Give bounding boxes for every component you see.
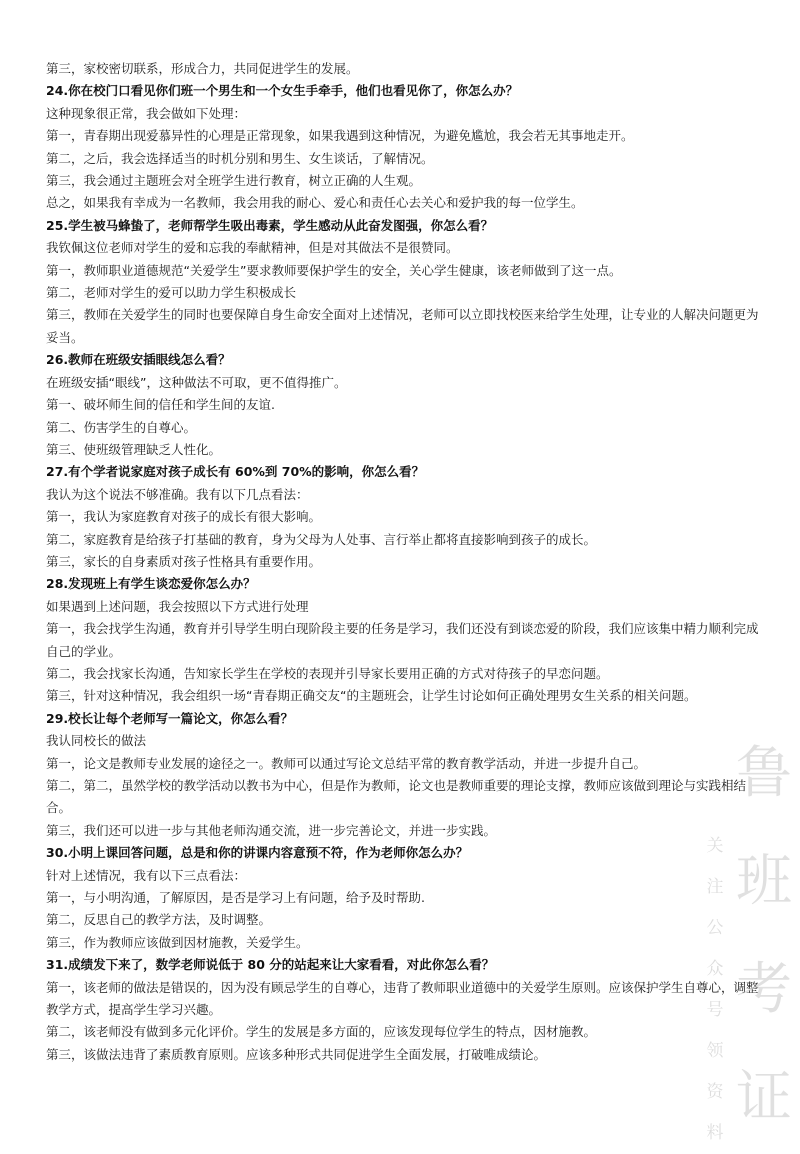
answer-line: 第一、破坏师生间的信任和学生间的友谊. [46, 397, 275, 413]
answer-line: 第一，青春期出现爱慕异性的心理是正常现象，如果我遇到这种情况，为避免尴尬，我会若无其事地走开。 [46, 128, 634, 144]
watermark-char: 资 [706, 1082, 724, 1102]
watermark-char: 考 [736, 957, 792, 1022]
answer-line: 针对上述情况，我有以下三点看法： [46, 867, 247, 883]
answer-line: 第二，该老师没有做到多元化评价。学生的发展是多方面的，应该发现每位学生的特点，因材施教。 [46, 1024, 597, 1040]
answer-line: 第三，教师在关爱学生的同时也要保障自身生命安全面对上述情况，老师可以立即找校医来给学生处理，让专业的人解决问题更为妥当。 [46, 307, 759, 345]
answer-line: 第三，家长的自身素质对孩子性格具有重要作用。 [46, 553, 322, 569]
answer-line: 第一，教师职业道德规范“关爱学生”要求教师要保护学生的安全，关心学生健康，该老师做到了这一点。 [46, 262, 622, 278]
answer-line: 第三，针对这种情况，我会组织一场“青春期正确交友“的主题班会，让学生讨论如何正确处理男女生关系的相关问题。 [46, 688, 697, 704]
document-body [46, 58, 764, 1066]
answer-line: 第二，之后，我会选择适当的时机分别和男生、女生谈话，了解情况。 [46, 150, 434, 166]
answer-line: 在班级安插“眼线”，这种做法不可取，更不值得推广。 [46, 374, 347, 390]
answer-line: 第二，反思自己的教学方法，及时调整。 [46, 912, 272, 928]
watermark-char: 领 [706, 1041, 724, 1061]
watermark-char: 鲁 [736, 741, 792, 806]
question-heading: 28.发现班上有学生谈恋爱你怎么办？ [46, 576, 256, 592]
watermark-char: 注 [706, 877, 724, 897]
answer-line: 第一，论文是教师专业发展的途径之一。教师可以通过写论文总结平常的教育教学活动，并进一步提升自己。 [46, 755, 647, 771]
watermark-large [734, 720, 794, 1152]
answer-line: 第三，我们还可以进一步与其他老师沟通交流，进一步完善论文，并进一步实践。 [46, 822, 497, 838]
question-heading: 30.小明上课回答问题，总是和你的讲课内容意预不符，作为老师你怎么办？ [46, 845, 469, 861]
answer-line: 我认同校长的做法 [46, 733, 147, 749]
answer-line: 第二，老师对学生的爱可以助力学生积极成长 [46, 285, 297, 301]
question-heading: 26.教师在班级安插眼线怎么看？ [46, 352, 231, 368]
watermark-char: 众 [706, 959, 724, 979]
question-heading: 29.校长让每个老师写一篇论文，你怎么看？ [46, 710, 294, 726]
question-heading: 31.成绩发下来了，数学老师说低于 80 分的站起来让大家看看，对此你怎么看？ [46, 957, 495, 973]
answer-line: 第三，该做法违背了素质教育原则。应该多种形式共同促进学生全面发展，打破唯成绩论。 [46, 1046, 547, 1062]
answer-line: 第二，家庭教育是给孩子打基础的教育，身为父母为人处事、言行举止都将直接影响到孩子的成长。 [46, 531, 597, 547]
question-heading: 24.你在校门口看见你们班一个男生和一个女生手牵手，他们也看见你了，你怎么办？ [46, 83, 519, 99]
answer-line: 第三，作为教师应该做到因材施教，关爱学生。 [46, 934, 309, 950]
answer-line: 第三，我会通过主题班会对全班学生进行教育，树立正确的人生观。 [46, 173, 422, 189]
watermark-char: 号 [706, 1000, 724, 1020]
watermark-char: 证 [736, 1065, 792, 1130]
watermark-char: 班 [736, 849, 792, 914]
question-heading: 25.学生被马蜂蛰了，老师帮学生吸出毒素，学生感动从此奋发图强，你怎么看？ [46, 217, 494, 233]
question-heading: 27.有个学者说家庭对孩子成长有 60%到 70%的影响，你怎么看？ [46, 464, 425, 480]
answer-line: 第一，该老师的做法是错误的，因为没有顾忌学生的自尊心，违背了教师职业道德中的关爱学生原则。应该保护学生自尊心，调整教学方式，提高学生学习兴趣。 [46, 979, 759, 1018]
answer-line: 第三，家校密切联系，形成合力，共同促进学生的发展。 [46, 61, 359, 76]
answer-line: 第二，我会找家长沟通，告知家长学生在学校的表现并引导家长要用正确的方式对待孩子的早恋问题。 [46, 665, 609, 681]
answer-line: 我钦佩这位老师对学生的爱和忘我的奉献精神，但是对其做法不是很赞同。 [46, 240, 459, 256]
answer-line: 我认为这个说法不够准确。我有以下几点看法： [46, 486, 309, 502]
watermark-char: 料 [706, 1123, 724, 1143]
answer-line: 第三、使班级管理缺乏人性化。 [46, 441, 222, 457]
answer-line: 第一，我会找学生沟通，教育并引导学生明白现阶段主要的任务是学习，我们还没有到谈恋爱的阶段，我们应该集中精力顺利完成自己的学业。 [46, 621, 759, 659]
watermark-small [703, 826, 727, 1154]
answer-line: 第一，与小明沟通，了解原因，是否是学习上有问题，给予及时帮助. [46, 890, 425, 906]
watermark-char: 关 [706, 836, 724, 856]
answer-line: 如果遇到上述问题，我会按照以下方式进行处理 [46, 598, 309, 614]
answer-line: 总之，如果我有幸成为一名教师，我会用我的耐心、爱心和责任心去关心和爱护我的每一位学生。 [46, 195, 584, 211]
watermark-char: 公 [706, 918, 724, 938]
answer-line: 第一，我认为家庭教育对孩子的成长有很大影响。 [46, 509, 322, 525]
answer-line: 第二、伤害学生的自尊心。 [46, 419, 197, 435]
answer-line: 第二，第二，虽然学校的教学活动以教书为中心，但是作为教师，论文也是教师重要的理论支撑，教师应该做到理论与实践相结合。 [46, 778, 747, 816]
answer-line: 这种现象很正常，我会做如下处理： [46, 105, 247, 121]
